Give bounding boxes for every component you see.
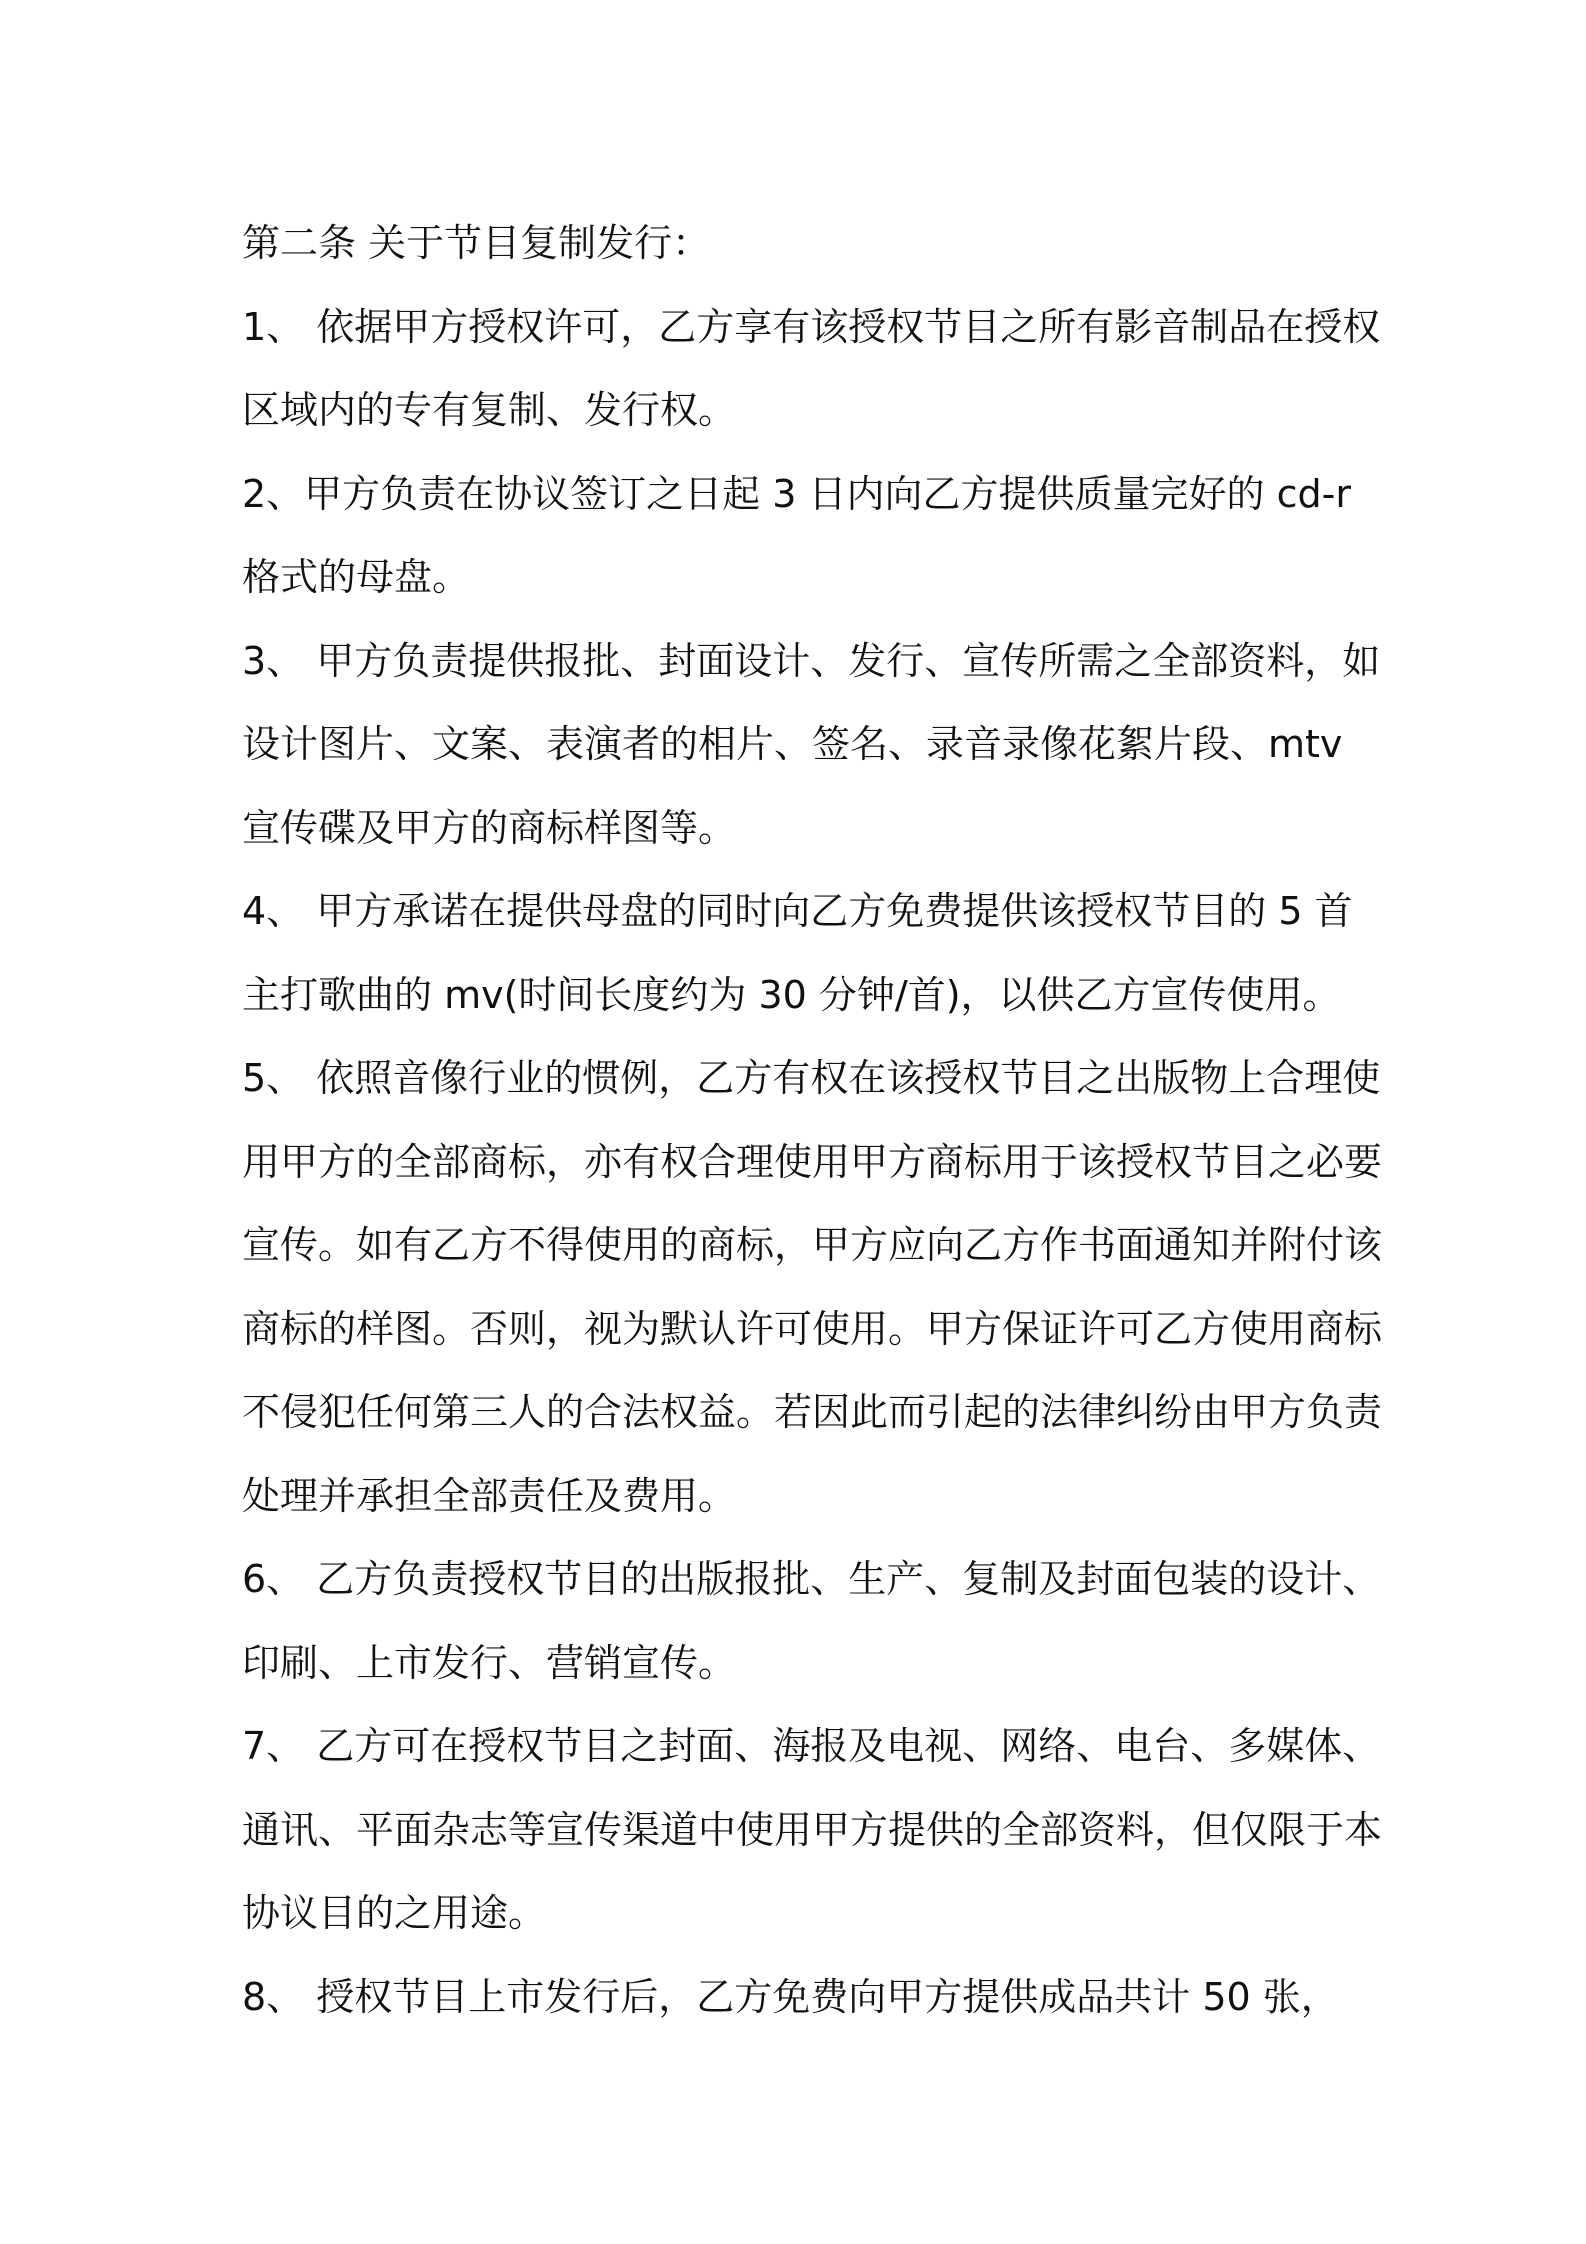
text-line: 商标的样图。否则，视为默认许可使用。甲方保证许可乙方使用商标 bbox=[242, 1306, 1383, 1351]
text-line: 主打歌曲的 mv(时间长度约为 30 分钟/首)，以供乙方宣传使用。 bbox=[242, 972, 1341, 1017]
text-line: 4、 甲方承诺在提供母盘的同时向乙方免费提供该授权节目的 5 首 bbox=[242, 889, 1353, 933]
text-line: 印刷、上市发行、营销宣传。 bbox=[242, 1640, 737, 1685]
text-line: 协议目的之用途。 bbox=[242, 1891, 547, 1935]
text-line: 3、 甲方负责提供报批、封面设计、发行、宣传所需之全部资料，如 bbox=[242, 638, 1381, 683]
text-line: 区域内的专有复制、发行权。 bbox=[242, 388, 737, 432]
text-line: 通讯、平面杂志等宣传渠道中使用甲方提供的全部资料，但仅限于本 bbox=[242, 1807, 1383, 1852]
text-line: 格式的母盘。 bbox=[242, 555, 471, 599]
text-line: 不侵犯任何第三人的合法权益。若因此而引起的法律纠纷由甲方负责 bbox=[242, 1390, 1383, 1434]
clause-heading: 第二条 关于节目复制发行： bbox=[242, 221, 711, 265]
text-line: 1、 依据甲方授权许可，乙方享有该授权节目之所有影音制品在授权 bbox=[242, 304, 1381, 349]
text-line: 5、 依照音像行业的惯例，乙方有权在该授权节目之出版物上合理使 bbox=[242, 1056, 1381, 1100]
document-body bbox=[242, 202, 1383, 2039]
text-line: 宣传。如有乙方不得使用的商标，甲方应向乙方作书面通知并附付该 bbox=[242, 1223, 1383, 1267]
text-line: 8、 授权节目上市发行后，乙方免费向甲方提供成品共计 50 张， bbox=[242, 1974, 1339, 2019]
text-line: 用甲方的全部商标，亦有权合理使用甲方商标用于该授权节目之必要 bbox=[242, 1139, 1383, 1184]
text-line: 处理并承担全部责任及费用。 bbox=[242, 1473, 737, 1518]
text-line: 设计图片、文案、表演者的相片、签名、录音录像花絮片段、mtv bbox=[242, 722, 1343, 766]
text-line: 2、甲方负责在协议签订之日起 3 日内向乙方提供质量完好的 cd-r bbox=[242, 471, 1351, 516]
text-line: 宣传碟及甲方的商标样图等。 bbox=[242, 805, 737, 850]
text-line: 6、 乙方负责授权节目的出版报批、生产、复制及封面包装的设计、 bbox=[242, 1557, 1381, 1601]
text-line: 7、 乙方可在授权节目之封面、海报及电视、网络、电台、多媒体、 bbox=[242, 1724, 1381, 1768]
